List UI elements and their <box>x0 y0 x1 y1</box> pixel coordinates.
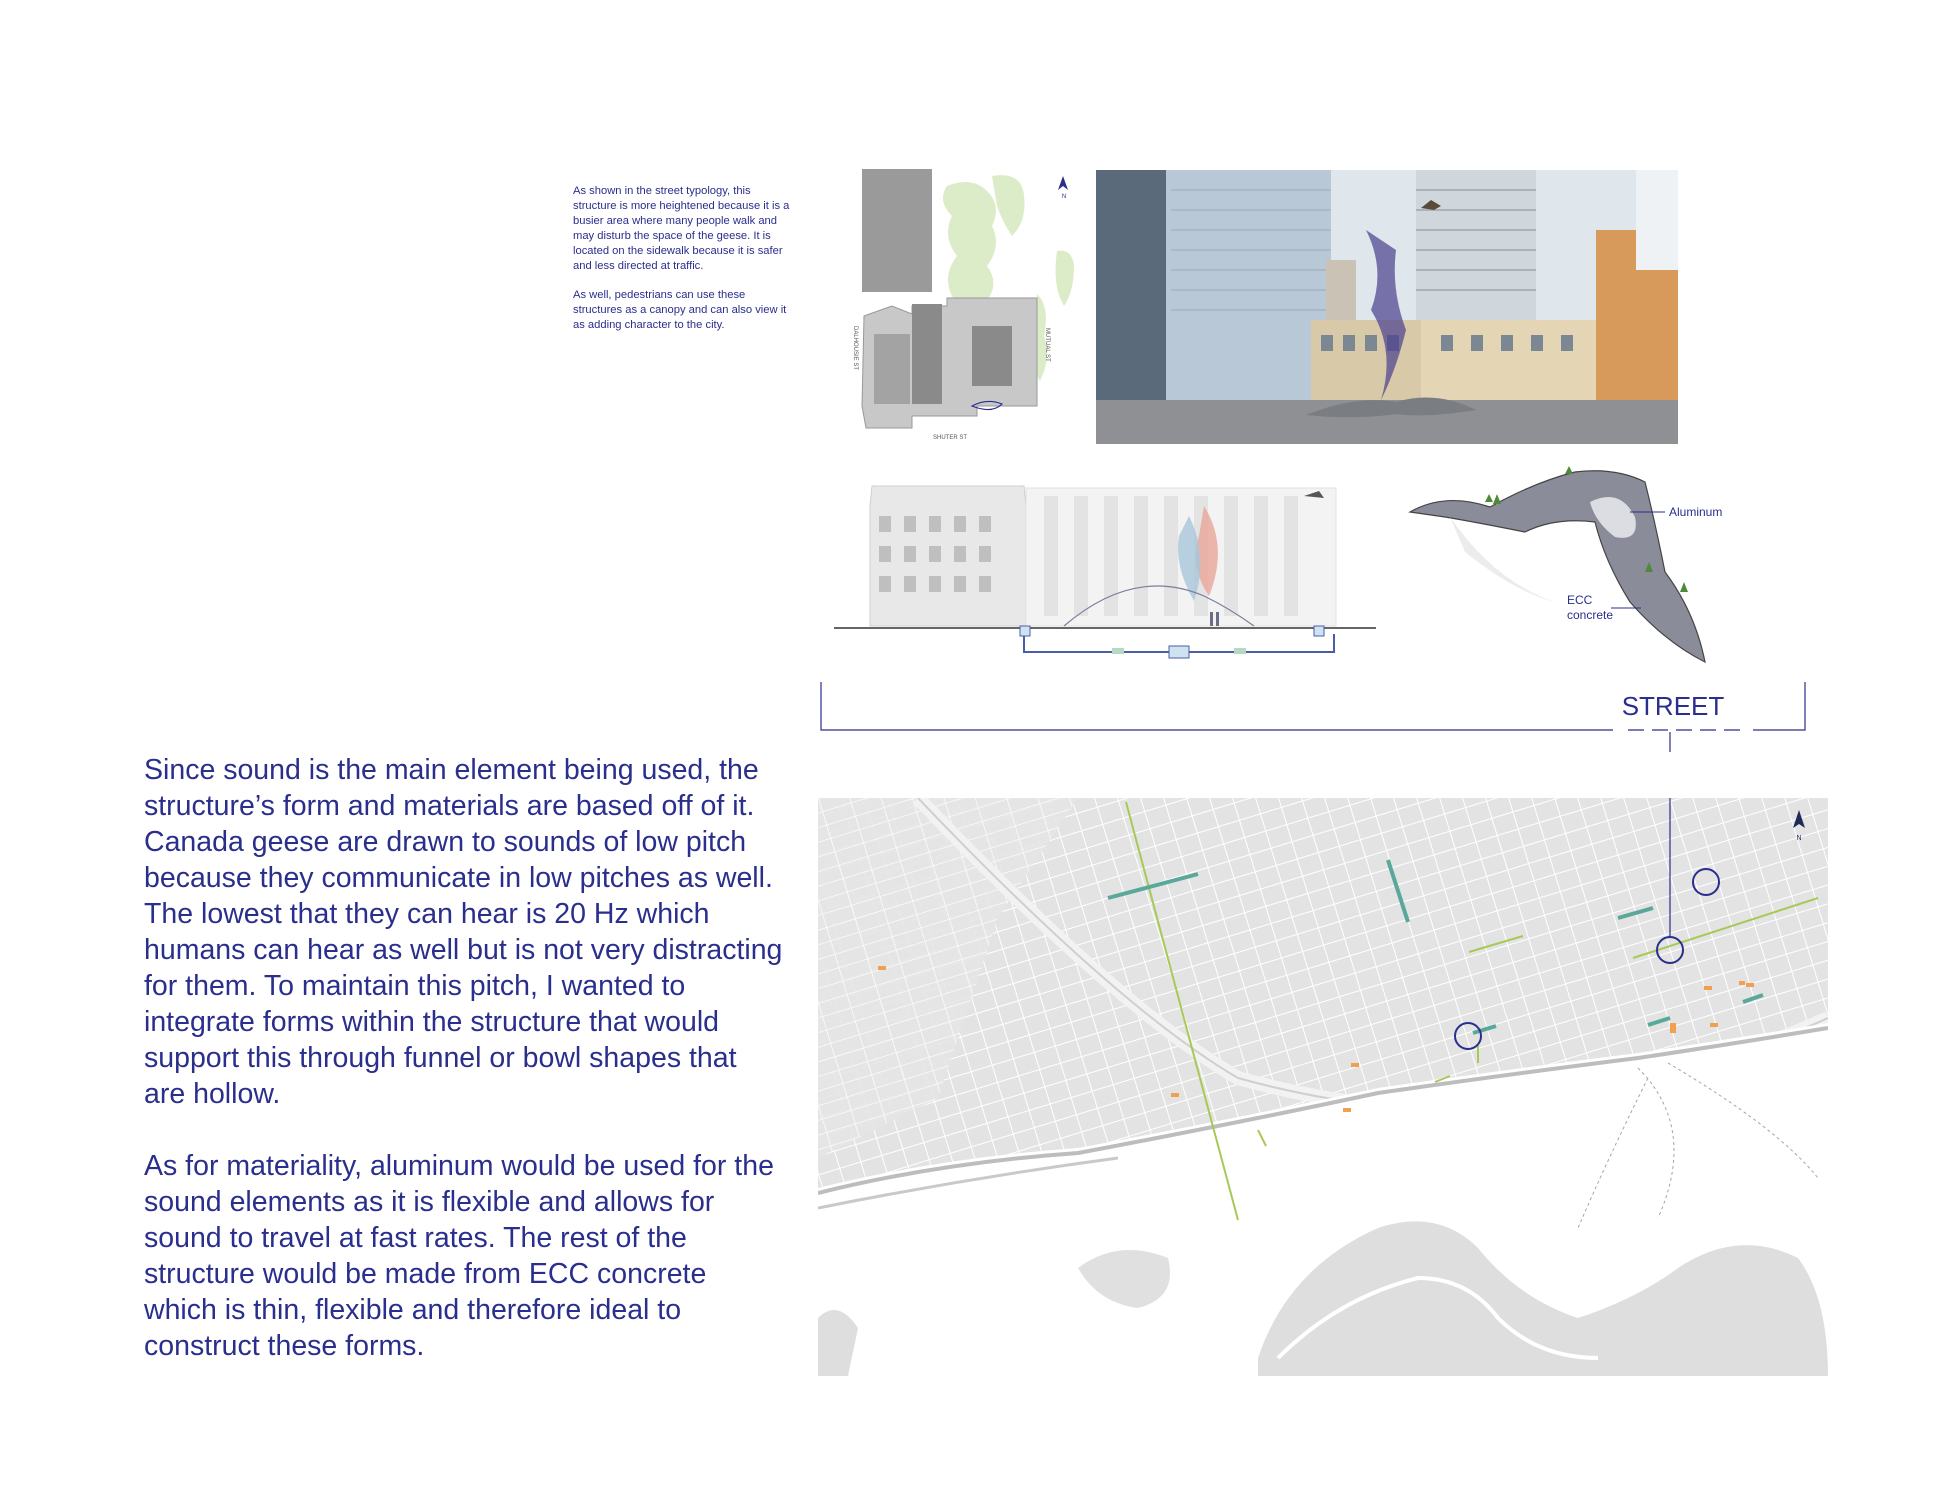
body-text <box>144 752 784 1400</box>
ecc-label: ECC <box>1567 593 1593 607</box>
site-plan-street-right: MUTUAL ST <box>1044 328 1050 362</box>
site-plan-greenery <box>992 175 1025 236</box>
intro-paragraph-2: As well, pedestrians can use these structures as a canopy and can also view it as adding character to the city. <box>573 289 787 331</box>
street-rendering <box>1096 170 1678 444</box>
street-bracket <box>818 680 1810 752</box>
site-plan-north-label: N <box>1061 194 1067 200</box>
orange-marker <box>878 966 886 970</box>
intro-text <box>573 184 793 347</box>
street-label: STREET <box>1621 691 1725 721</box>
site-plan-greenery <box>943 182 996 309</box>
map-north-label: N <box>1796 835 1802 842</box>
section-elevation <box>834 476 1376 666</box>
structure-shadow <box>1450 517 1555 602</box>
site-plan <box>852 166 1080 446</box>
body-paragraph-1: Since sound is the main element being used, the structure’s form and materials are based off of it. Canada geese are drawn to sounds of low pitch because they communicate in low pitches as well. The lowest that they can hear is 20 Hz which humans can hear as well but is not very distracting for them. To maintain this pitch, I wanted to integrate forms within the structure that would support this through funnel or bowl shapes that are hollow. <box>144 754 783 1110</box>
structure-3d-model <box>1405 462 1845 672</box>
concrete-label: concrete <box>1567 608 1614 622</box>
site-plan-building-block <box>874 334 910 404</box>
site-plan-street-left: DALHOUSIE ST <box>852 326 858 371</box>
site-plan-building-block <box>862 169 932 292</box>
body-paragraph-2: As for materiality, aluminum would be used for the sound elements as it is flexible and allows for sound to travel at fast rates. The rest of the structure would be made from ECC concrete which is thin, flexible and therefore ideal to construct these forms. <box>144 1150 774 1362</box>
site-plan-building-block <box>912 304 942 404</box>
aluminum-label: Aluminum <box>1669 505 1723 519</box>
elevation-building-left <box>870 486 1026 626</box>
city-map <box>818 798 1828 1376</box>
site-plan-greenery <box>1056 251 1074 306</box>
structure-3d-shape <box>1410 471 1705 662</box>
site-plan-street-bottom: SHUTER ST <box>932 435 968 441</box>
intro-paragraph-1: As shown in the street typology, this structure is more heightened because it is a busier area where many people walk and may disturb the space of the geese. It is located on the sidewalk because it is safer and less directed at traffic. <box>573 185 790 272</box>
site-plan-building-block <box>972 326 1012 386</box>
north-arrow-icon <box>1058 176 1068 190</box>
